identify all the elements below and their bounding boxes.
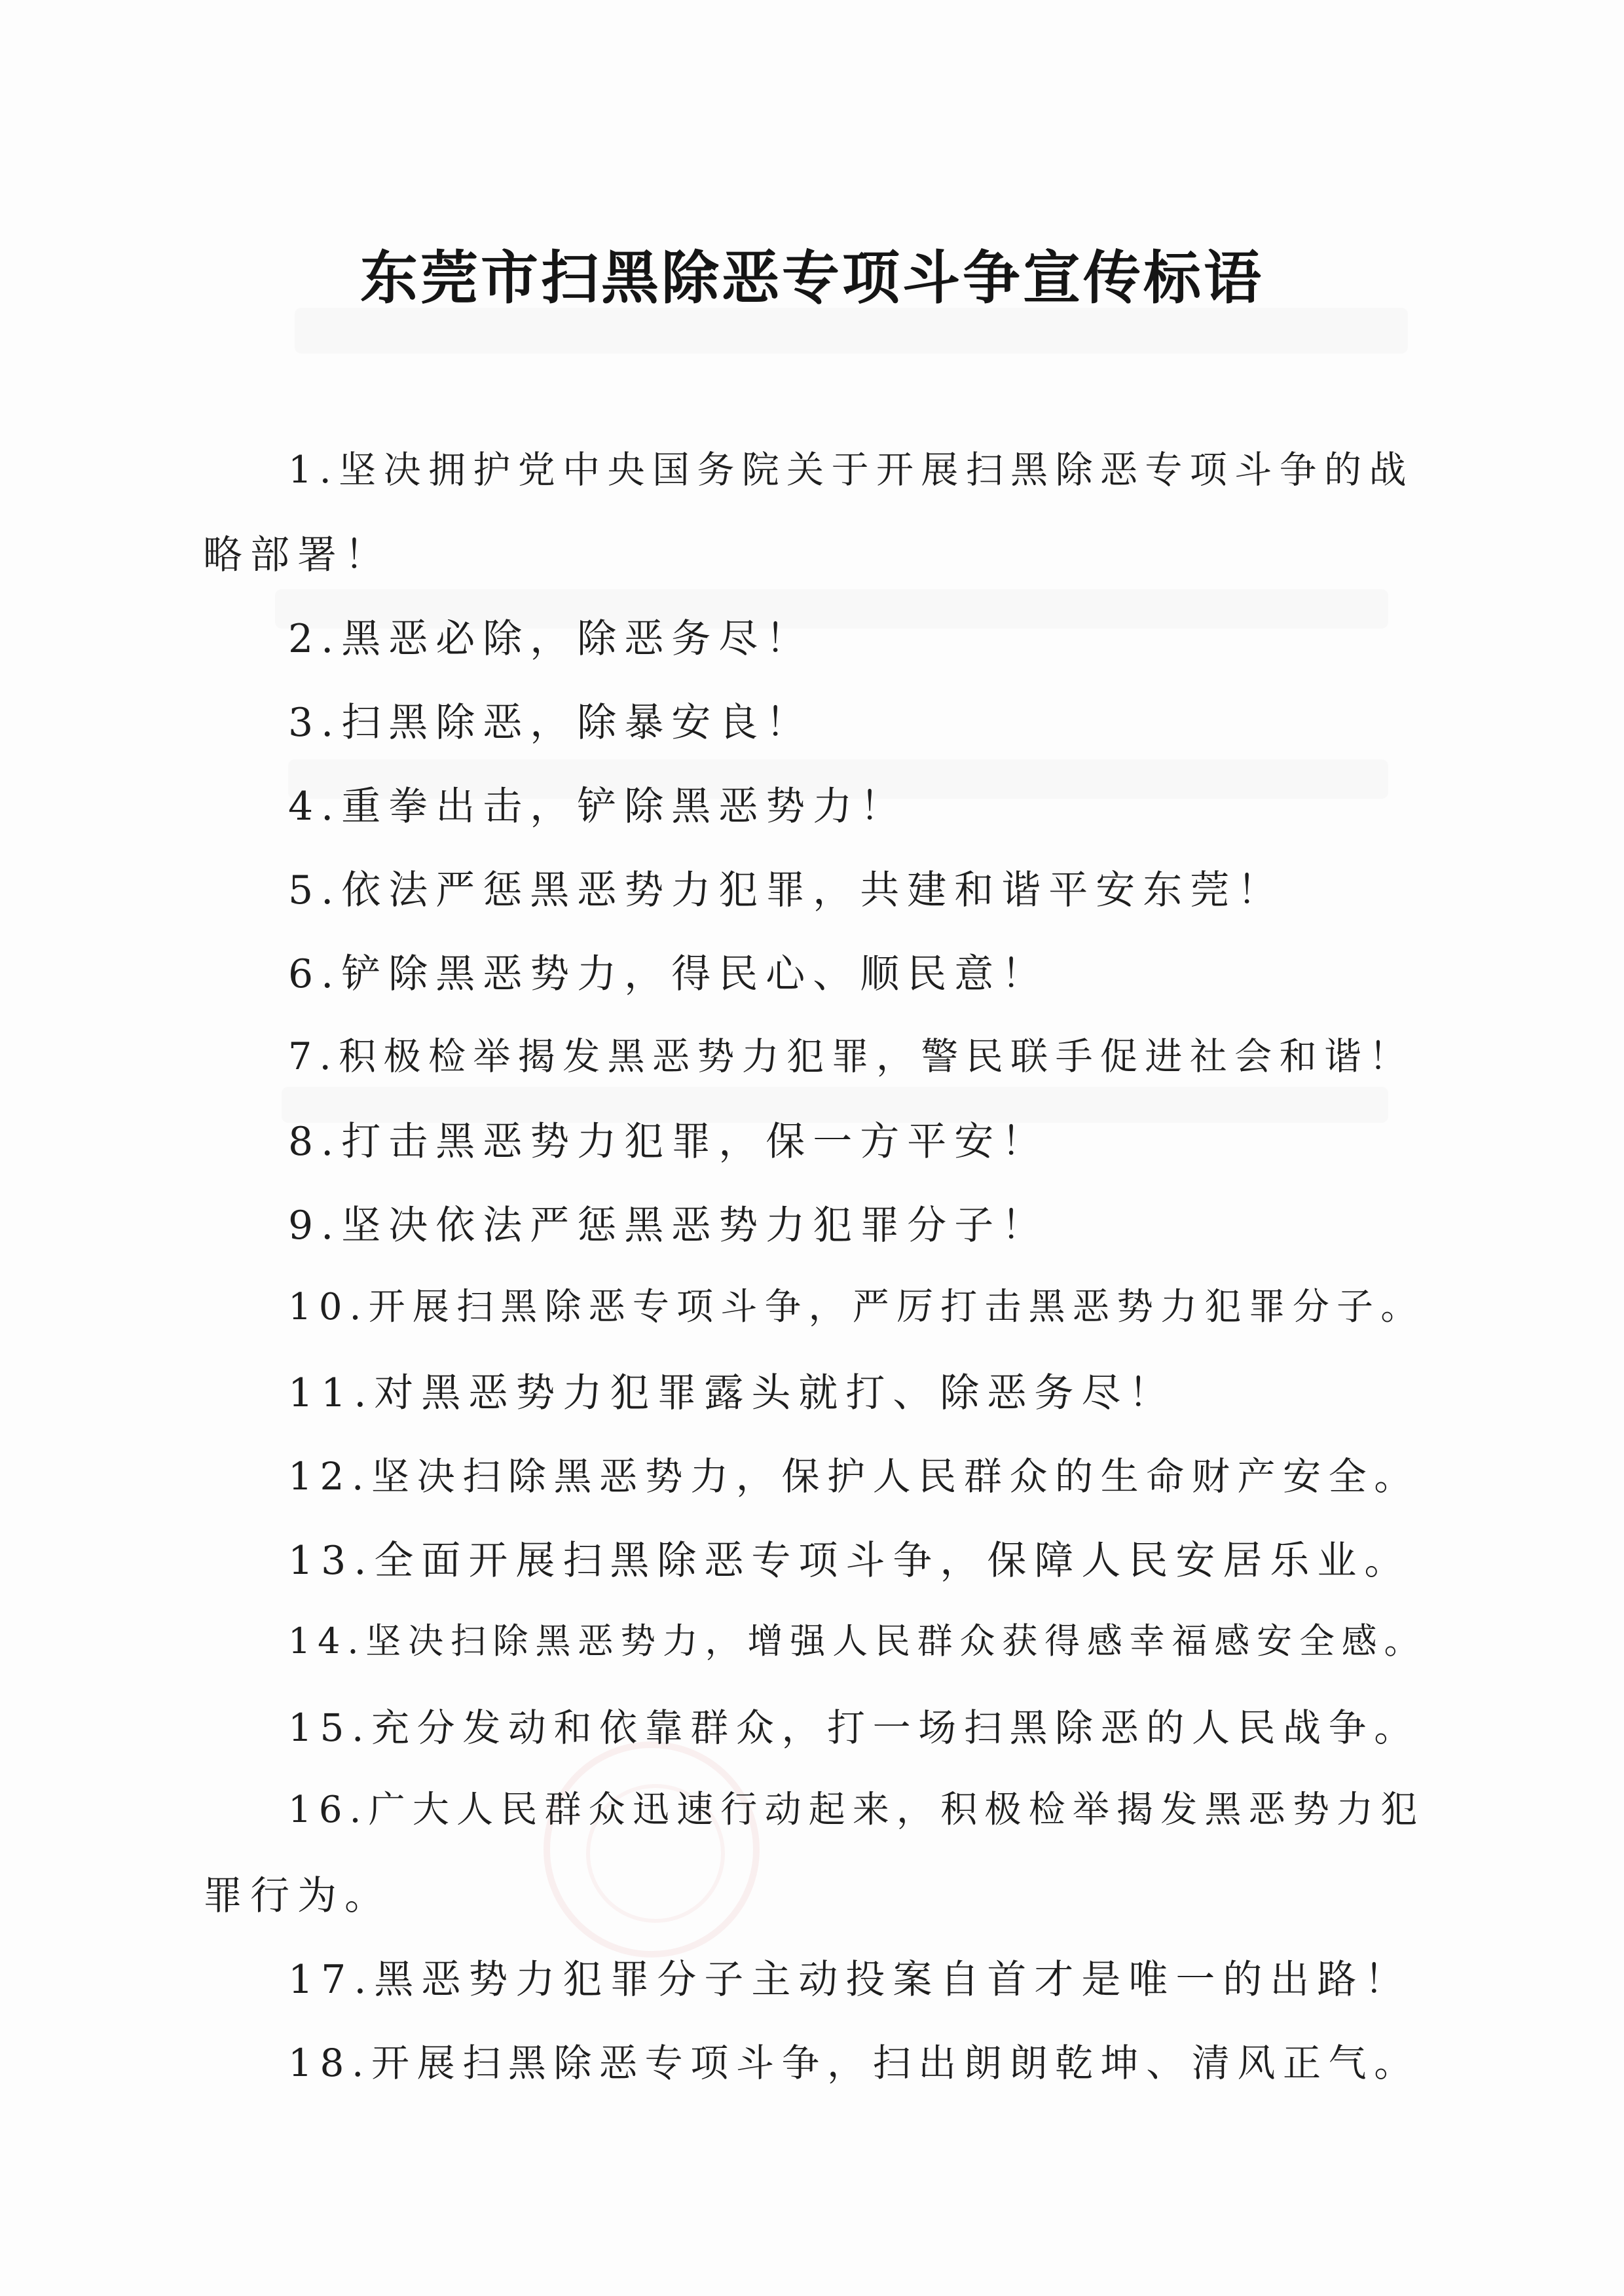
slogan-item: 13.全面开展扫黑除恶专项斗争，保障人民安居乐业。 [288, 1538, 1412, 1584]
slogan-item: 2.黑恶必除，除恶务尽！ [288, 616, 813, 662]
slogan-item: 1.坚决拥护党中央国务院关于开展扫黑除恶专项斗争的战 [288, 448, 1414, 492]
slogan-item: 7.积极检举揭发黑恶势力犯罪，警民联手促进社会和谐！ [288, 1035, 1414, 1078]
slogan-item: 11.对黑恶势力犯罪露头就打、除恶务尽！ [288, 1370, 1176, 1416]
slogan-item: 14.坚决扫除黑恶势力，增强人民群众获得感幸福感安全感。 [288, 1620, 1427, 1662]
page-title: 东莞市扫黑除恶专项斗争宣传标语 [360, 244, 1264, 312]
slogan-item: 8.打击黑恶势力犯罪，保一方平安！ [288, 1119, 1049, 1165]
slogan-item: 17.黑恶势力犯罪分子主动投案自首才是唯一的出路！ [288, 1957, 1412, 2003]
slogan-item: 16.广大人民群众迅速行动起来，积极检举揭发黑恶势力犯 [288, 1789, 1425, 1831]
slogan-item: 12.坚决扫除黑恶势力，保护人民群众的生命财产安全。 [288, 1454, 1420, 1499]
slogan-item-continuation: 罪行为。 [203, 1873, 392, 1919]
faint-seal-stamp [544, 1741, 760, 1958]
slogan-item: 18.开展扫黑除恶专项斗争，扫出朗朗乾坤、清风正气。 [288, 2041, 1420, 2085]
slogan-item: 5.依法严惩黑恶势力犯罪，共建和谐平安东莞！ [288, 867, 1285, 913]
slogan-item: 10.开展扫黑除恶专项斗争，严厉打击黑恶势力犯罪分子。 [288, 1286, 1425, 1328]
slogan-item: 3.扫黑除恶，除暴安良！ [288, 700, 813, 746]
slogan-item: 15.充分发动和依靠群众，打一场扫黑除恶的人民战争。 [288, 1705, 1420, 1750]
slogan-item: 9.坚决依法严惩黑恶势力犯罪分子！ [288, 1203, 1049, 1248]
slogan-item-continuation: 略部署！ [203, 532, 392, 578]
slogan-item: 6.铲除黑恶势力，得民心、顺民意！ [288, 951, 1049, 997]
slogan-item: 4.重拳出击，铲除黑恶势力！ [288, 784, 908, 829]
